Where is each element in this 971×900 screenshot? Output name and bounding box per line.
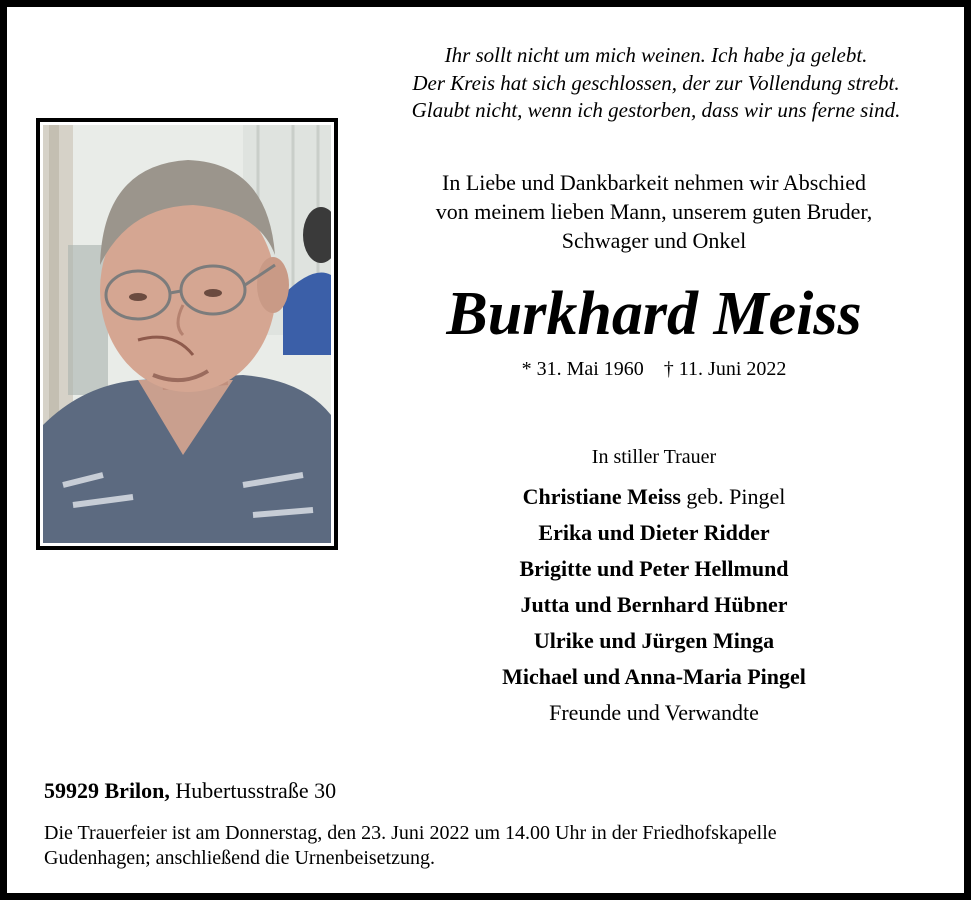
family-address bbox=[44, 777, 744, 805]
mourner-name: Ulrike und Jürgen Minga bbox=[533, 628, 775, 653]
mourner-item bbox=[357, 626, 951, 662]
mourner-name: Michael und Anna-Maria Pingel bbox=[502, 664, 806, 689]
death-date: † 11. Juni 2022 bbox=[663, 358, 787, 380]
mourner-name: Jutta und Bernhard Hübner bbox=[520, 592, 788, 617]
intro-line: von meinem lieben Mann, unserem guten Bruder, bbox=[435, 199, 873, 224]
portrait-photo-frame bbox=[36, 118, 338, 550]
mourner-item bbox=[357, 482, 951, 518]
mourner-name: Christiane Meiss bbox=[522, 484, 681, 509]
mourning-label: In stiller Trauer bbox=[591, 446, 717, 468]
mourner-name: Erika und Dieter Ridder bbox=[538, 520, 770, 545]
intro-line: Schwager und Onkel bbox=[561, 228, 747, 253]
address-street: Hubertusstraße 30 bbox=[169, 778, 337, 803]
portrait-photo bbox=[43, 125, 331, 543]
poem-line: Der Kreis hat sich geschlossen, der zur Vollendung strebt. bbox=[412, 70, 900, 95]
mourner-name: Brigitte und Peter Hellmund bbox=[519, 556, 789, 581]
mourner-item bbox=[357, 590, 951, 626]
address-place: 59929 Brilon, bbox=[44, 778, 170, 803]
poem-line: Ihr sollt nicht um mich weinen. Ich habe ja gelebt. bbox=[444, 43, 868, 67]
farewell-intro bbox=[357, 168, 951, 255]
closing-line: Freunde und Verwandte bbox=[549, 700, 759, 725]
deceased-name: Burkhard Meiss bbox=[446, 280, 862, 348]
intro-line: In Liebe und Dankbarkeit nehmen wir Abschied bbox=[442, 170, 866, 195]
mourner-item bbox=[357, 554, 951, 590]
mourner-suffix: geb. Pingel bbox=[680, 484, 786, 509]
life-dates bbox=[357, 356, 951, 382]
service-line: Die Trauerfeier ist am Donnerstag, den 23. Juni 2022 um 14.00 Uhr in der Friedhofskapelle bbox=[44, 822, 777, 844]
mourner-item bbox=[357, 662, 951, 698]
portrait-illustration bbox=[43, 125, 331, 543]
funeral-service-notice bbox=[44, 821, 944, 871]
mourner-item bbox=[357, 518, 951, 554]
poem-line: Glaubt nicht, wenn ich gestorben, dass wir uns ferne sind. bbox=[411, 98, 901, 122]
service-line: Gudenhagen; anschließend die Urnenbeisetzung. bbox=[44, 847, 435, 869]
birth-date: * 31. Mai 1960 bbox=[521, 358, 644, 380]
mourners-list bbox=[357, 482, 951, 698]
poem bbox=[367, 42, 945, 125]
